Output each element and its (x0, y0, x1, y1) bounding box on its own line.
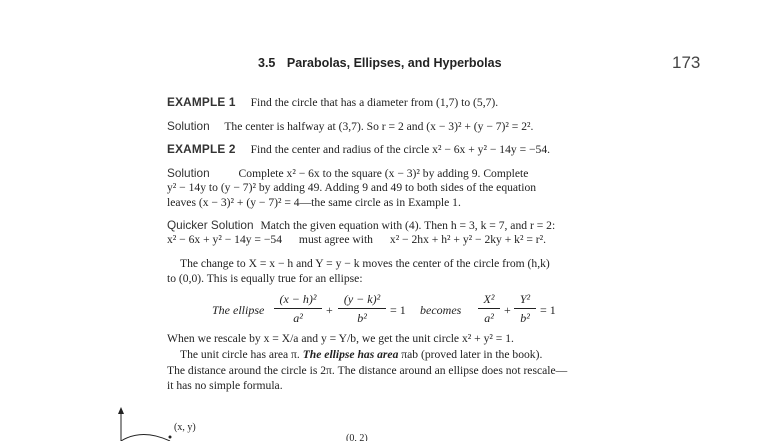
ellipse-area-formula: πab (proved later in the book). (401, 348, 543, 361)
point-marker (169, 436, 172, 439)
fraction-X-denominator: a² (484, 311, 494, 325)
page-number: 173 (672, 53, 701, 72)
fraction-x-h-numerator: (x − h)² (274, 292, 322, 309)
fraction-X (478, 292, 500, 326)
example-2-text: Find the center and radius of the circle x² − 6x + y² − 14y = −54. (250, 143, 551, 156)
fraction-Y (514, 292, 536, 326)
running-head (258, 56, 502, 70)
solution-1 (167, 119, 533, 133)
fraction-Y-numerator: Y² (514, 292, 536, 309)
section-title: Parabolas, Ellipses, and Hyperbolas (286, 56, 502, 70)
solution-1-text: The center is halfway at (3,7). So r = 2 and (x − 3)² + (y − 7)² = 2². (224, 120, 534, 133)
plus-sign-2: + (504, 303, 511, 317)
solution-2-line-2: y² − 14y to (y − 7)² by adding 49. Adding 9 and 49 to both sides of the equation (167, 181, 537, 194)
y-axis-arrowhead (118, 407, 124, 414)
solution-2-line-1: Complete x² − 6x to the square (x − 3)² by adding 9. Complete (238, 167, 529, 180)
fraction-y-k-numerator: (y − k)² (338, 292, 386, 309)
paragraph-1-line-1: The change to X = x − h and Y = y − k moves the center of the circle from (h,k) (180, 257, 550, 270)
unit-circle-area: The unit circle has area π. (180, 348, 300, 361)
equals-one-1: = 1 (390, 303, 406, 317)
solution-1-label: Solution (167, 119, 210, 133)
quicker-solution-line-2 (167, 233, 546, 246)
given-equation: x² − 6x + y² − 14y = −54 (167, 233, 283, 246)
circle-figure (110, 404, 410, 441)
partial-label: (0, 2) (346, 433, 368, 441)
fraction-x-h (274, 292, 322, 326)
example-2 (167, 142, 550, 156)
paragraph-2-line-1: When we rescale by x = X/a and y = Y/b, we get the unit circle x² + y² = 1. (167, 332, 514, 345)
general-equation: x² − 2hx + h² + y² − 2ky + k² = r². (389, 233, 547, 246)
solution-2 (167, 166, 528, 180)
ellipse-area-emphasis: The ellipse has area (302, 348, 399, 361)
plus-sign-1: + (326, 303, 333, 317)
solution-2-line-3: leaves (x − 3)² + (y − 7)² = 4—the same circle as in Example 1. (167, 196, 461, 209)
paragraph-2-line-3: The distance around the circle is 2π. The distance around an ellipse does not rescale— (167, 364, 568, 377)
section-number: 3.5 (258, 56, 276, 70)
quicker-solution (167, 218, 555, 232)
equals-one-2: = 1 (540, 303, 556, 317)
example-1 (167, 95, 498, 109)
page-header (0, 53, 784, 75)
agree-text: must agree with (298, 233, 373, 246)
example-1-label: EXAMPLE 1 (167, 95, 236, 109)
paragraph-2-line-2 (180, 348, 542, 361)
example-1-text: Find the circle that has a diameter from (1,7) to (5,7). (250, 96, 499, 109)
equation-lead: The ellipse (212, 303, 265, 317)
quicker-solution-line-1: Match the given equation with (4). Then h = 3, k = 7, and r = 2: (260, 219, 556, 232)
paragraph-1-line-2: to (0,0). This is equally true for an ellipse: (167, 272, 363, 285)
circle-arc (121, 435, 170, 442)
paragraph-2-line-4: it has no simple formula. (167, 379, 283, 392)
becomes-word: becomes (420, 303, 462, 317)
quicker-solution-label: Quicker Solution (167, 218, 254, 232)
fraction-y-k (338, 292, 386, 326)
fraction-X-numerator: X² (478, 292, 500, 309)
solution-2-label: Solution (167, 166, 210, 180)
fraction-y-k-denominator: b² (357, 311, 367, 325)
point-label: (x, y) (174, 422, 196, 433)
fraction-x-h-denominator: a² (293, 311, 303, 325)
fraction-Y-denominator: b² (520, 311, 530, 325)
example-2-label: EXAMPLE 2 (167, 142, 236, 156)
circle-figure-svg (110, 404, 410, 441)
